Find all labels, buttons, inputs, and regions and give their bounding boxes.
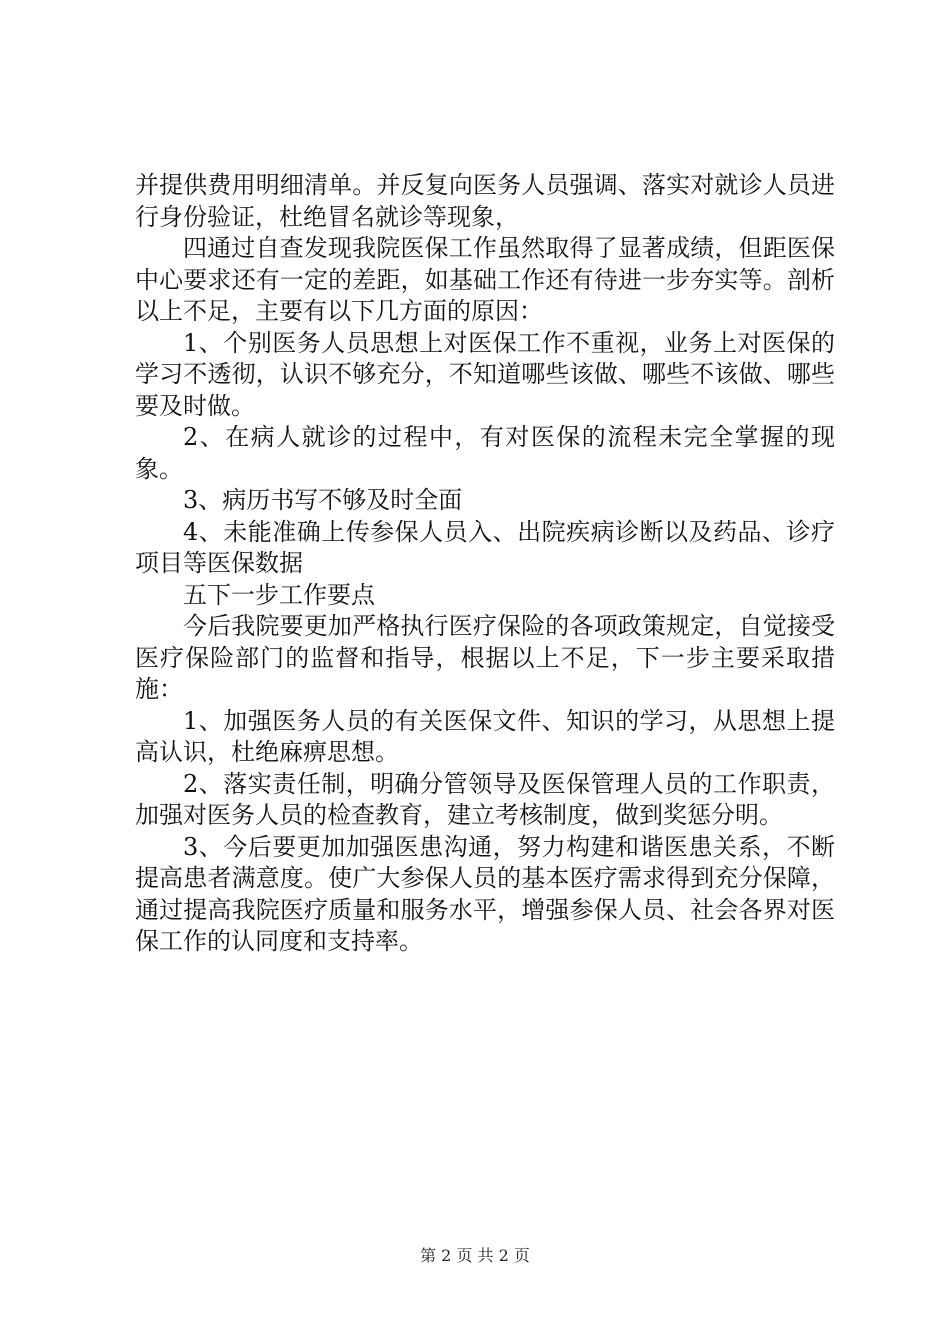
document-body [135, 170, 835, 958]
page-number-footer: 第 2 页 共 2 页 [420, 1246, 530, 1265]
paragraph-3: 1、个别医务人员思想上对医保工作不重视，业务上对医保的学习不透彻，认识不够充分，不知道哪些该做、哪些不该做、哪些要及时做。 [135, 328, 835, 420]
paragraph-5: 3、病历书写不够及时全面 [183, 486, 463, 514]
paragraph-9: 1、加强医务人员的有关医保文件、知识的学习，从思想上提高认识，杜绝麻痹思想。 [135, 706, 835, 766]
paragraph-1: 并提供费用明细清单。并反复向医务人员强调、落实对就诊人员进行身份验证，杜绝冒名就诊等现象， [135, 171, 835, 231]
paragraph-11: 3、今后要更加加强医患沟通，努力构建和谐医患关系，不断提高患者满意度。使广大参保人员的基本医疗需求得到充分保障，通过提高我院医疗质量和服务水平，增强参保人员、社会各界对医保工作的认同度和支持率。 [135, 832, 835, 955]
paragraph-8: 今后我院要更加严格执行医疗保险的各项政策规定，自觉接受医疗保险部门的监督和指导，根据以上不足，下一步主要采取措施： [135, 612, 835, 703]
paragraph-4: 2、在病人就诊的过程中，有对医保的流程未完全掌握的现象。 [135, 423, 835, 483]
paragraph-2: 四通过自查发现我院医保工作虽然取得了显著成绩，但距医保中心要求还有一定的差距，如基础工作还有待进一步夯实等。剖析以上不足，主要有以下几方面的原因： [135, 234, 835, 325]
paragraph-6: 4、未能准确上传参保人员入、出院疾病诊断以及药品、诊疗项目等医保数据 [135, 517, 835, 577]
section-heading: 五下一步工作要点 [183, 580, 375, 609]
paragraph-10: 2、落实责任制，明确分管领导及医保管理人员的工作职责，加强对医务人员的检查教育，建立考核制度，做到奖惩分明。 [135, 769, 835, 829]
